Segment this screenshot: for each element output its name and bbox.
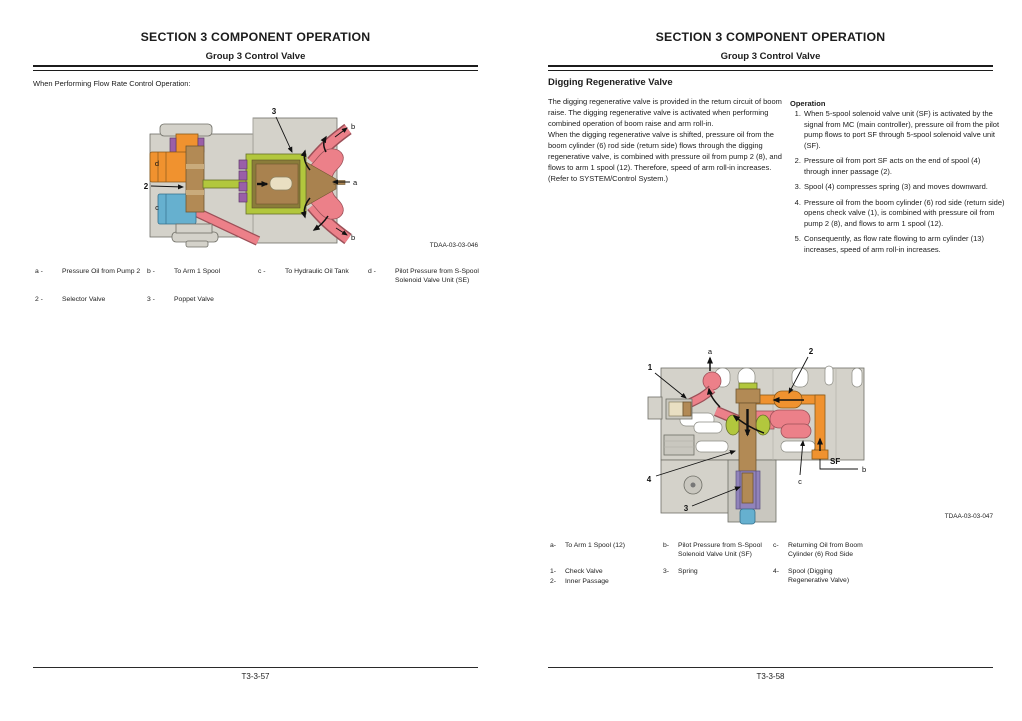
legend-item (147, 267, 252, 276)
body-text (548, 96, 786, 184)
label-a: a (707, 347, 713, 356)
header-rule (33, 65, 478, 71)
intro-text: When Performing Flow Rate Control Operation: (33, 79, 191, 88)
label-d: d (154, 159, 160, 168)
operation-step: 5. Consequently, as flow rate flowing to arm cylinder (13) increases, speed of arm roll-in increases. (803, 234, 1007, 255)
legend-key: b- (663, 542, 670, 549)
poppet-valve-assembly (239, 154, 306, 214)
page-number: T3-3-58 (756, 672, 785, 681)
legend-item (773, 567, 871, 585)
check-valve (666, 399, 692, 419)
callout-2: 2 (143, 182, 149, 191)
legend-label: Spring (678, 568, 698, 575)
legend-item (550, 541, 650, 550)
callout-3: 3 (683, 504, 689, 513)
legend-key: a- (550, 542, 557, 549)
label-b-top: b (351, 122, 356, 131)
legend-key: d - (368, 268, 376, 275)
legend-label: To Arm 1 Spool (174, 268, 221, 275)
legend-item (368, 267, 480, 285)
group-subtitle: Group 3 Control Valve (205, 51, 306, 62)
label-sf: SF (830, 457, 841, 466)
digging-regenerative-valve-diagram (636, 345, 886, 530)
legend-item (550, 577, 650, 586)
legend-key: 2- (550, 578, 557, 585)
label-a: a (353, 178, 358, 187)
body-paragraph: The digging regenerative valve is provided in the return circuit of boom raise. The digging regenerative valve is activated when performing combined operation of boom raise and arm roll-in. (548, 97, 782, 128)
figure-legend (35, 267, 480, 327)
figure-code: TDAA-03-03-047 (944, 513, 993, 520)
legend-key: 3 - (147, 296, 155, 303)
legend-item (258, 267, 363, 276)
operation-step: 4. Pressure oil from the boom cylinder (6) rod side (return side) opens check valve (1), is combined with pressure oil from pump 2 (8), and flows to arm 1 spool (12). (803, 198, 1007, 230)
callout-1: 1 (647, 363, 653, 372)
operation-steps (790, 109, 1007, 260)
figure-code: TDAA-03-03-046 (429, 242, 478, 249)
operation-step: 1. When 5-spool solenoid valve unit (SF) is activated by the signal from MC (main controller), pressure oil from the pilot pump flows to port SF through 5-spool solenoid valve unit (SF). (803, 109, 1007, 151)
legend-item (35, 267, 143, 276)
group-subtitle: Group 3 Control Valve (720, 51, 821, 62)
page-number: T3-3-57 (241, 672, 270, 681)
legend-label: Poppet Valve (174, 296, 214, 303)
legend-label: Pilot Pressure from S-Spool Solenoid Valve Unit (SE) (395, 268, 479, 284)
footer-rule (548, 667, 993, 668)
label-c: c (798, 477, 802, 486)
legend-item (35, 295, 143, 304)
operation-title: Operation (790, 99, 826, 108)
legend-item (147, 295, 252, 304)
legend-item (773, 541, 871, 559)
header-rule (548, 65, 993, 71)
footer-rule (33, 667, 478, 668)
legend-key: 3- (663, 568, 670, 575)
legend-label: Pilot Pressure from S-Spool Solenoid Valve Unit (SF) (678, 542, 762, 558)
legend-key: a - (35, 268, 43, 275)
operation-step: 2. Pressure oil from port SF acts on the end of spool (4) through inner passage (2). (803, 156, 1007, 177)
legend-label: To Hydraulic Oil Tank (285, 268, 349, 275)
legend-label: Selector Valve (62, 296, 106, 303)
section-title: SECTION 3 COMPONENT OPERATION (140, 30, 371, 44)
legend-key: 2 - (35, 296, 43, 303)
legend-label: Returning Oil from Boom Cylinder (6) Rod Side (788, 542, 863, 558)
operation-step: 3. Spool (4) compresses spring (3) and moves downward. (803, 182, 1007, 193)
flow-rate-control-valve-diagram (100, 98, 385, 248)
body-paragraph: When the digging regenerative valve is shifted, pressure oil from the boom cylinder (6) rod side (return side) flows through the digging regenerative valve, is combined with pressure oil from pump 2 (8), and flows to arm 1 spool (12). Therefore, speed of arm roll-in increases. (Refer to SYSTEM/Control System.) (548, 130, 782, 183)
legend-item (663, 567, 768, 576)
legend-item (663, 541, 768, 559)
legend-key: b - (147, 268, 155, 275)
topic-heading: Digging Regenerative Valve (548, 77, 673, 88)
page-right (511, 0, 1022, 721)
legend-label: To Arm 1 Spool (12) (565, 542, 626, 549)
label-b: b (862, 465, 867, 474)
legend-label: Check Valve (565, 568, 603, 575)
label-c: c (155, 203, 159, 212)
selector-valve-spool (186, 146, 204, 212)
section-title: SECTION 3 COMPONENT OPERATION (655, 30, 886, 44)
legend-key: c- (773, 542, 779, 549)
legend-label: Spool (Digging Regenerative Valve) (788, 568, 850, 584)
callout-2: 2 (808, 347, 814, 356)
figure-legend (550, 541, 995, 601)
callout-3: 3 (271, 107, 277, 116)
callout-4: 4 (646, 475, 652, 484)
legend-label: Pressure Oil from Pump 2 (62, 268, 141, 275)
legend-label: Inner Passage (565, 578, 609, 585)
legend-key: 4- (773, 568, 780, 575)
legend-item (550, 567, 650, 576)
label-b-bottom: b (351, 233, 356, 242)
legend-key: c - (258, 268, 266, 275)
legend-key: 1- (550, 568, 557, 575)
